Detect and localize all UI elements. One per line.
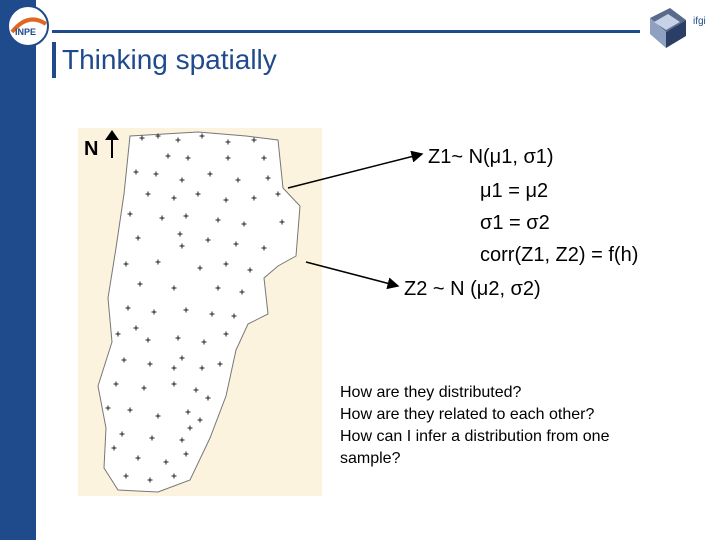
ifgi-cube-icon	[640, 4, 690, 52]
inpe-logo	[2, 2, 56, 48]
z2-distribution: Z2 ~ N (μ2, σ2)	[404, 278, 541, 300]
study-area-map	[78, 128, 322, 496]
title-rule	[52, 42, 56, 78]
logo-text: INPE	[15, 27, 37, 37]
question-line: How are they related to each other?	[340, 406, 595, 423]
header-rule	[52, 30, 640, 33]
question-line: How are they distributed?	[340, 384, 522, 401]
ifgi-brand: ifgi	[693, 16, 706, 27]
mu-equality: μ1 = μ2	[480, 180, 549, 202]
north-label: N	[84, 138, 99, 160]
left-accent-bar	[0, 0, 36, 540]
question-line: sample?	[340, 450, 401, 467]
north-arrow-icon	[105, 130, 119, 158]
map-panel	[78, 128, 322, 496]
study-area-boundary	[98, 132, 300, 492]
questions-block	[340, 382, 700, 470]
page-title: Thinking spatially	[62, 44, 277, 75]
correlation-function: corr(Z1, Z2) = f(h)	[480, 244, 639, 266]
z1-distribution: Z1~ N(μ1, σ1)	[428, 146, 554, 168]
question-line: How can I infer a distribution from one	[340, 428, 610, 445]
sigma-equality: σ1 = σ2	[480, 212, 550, 234]
